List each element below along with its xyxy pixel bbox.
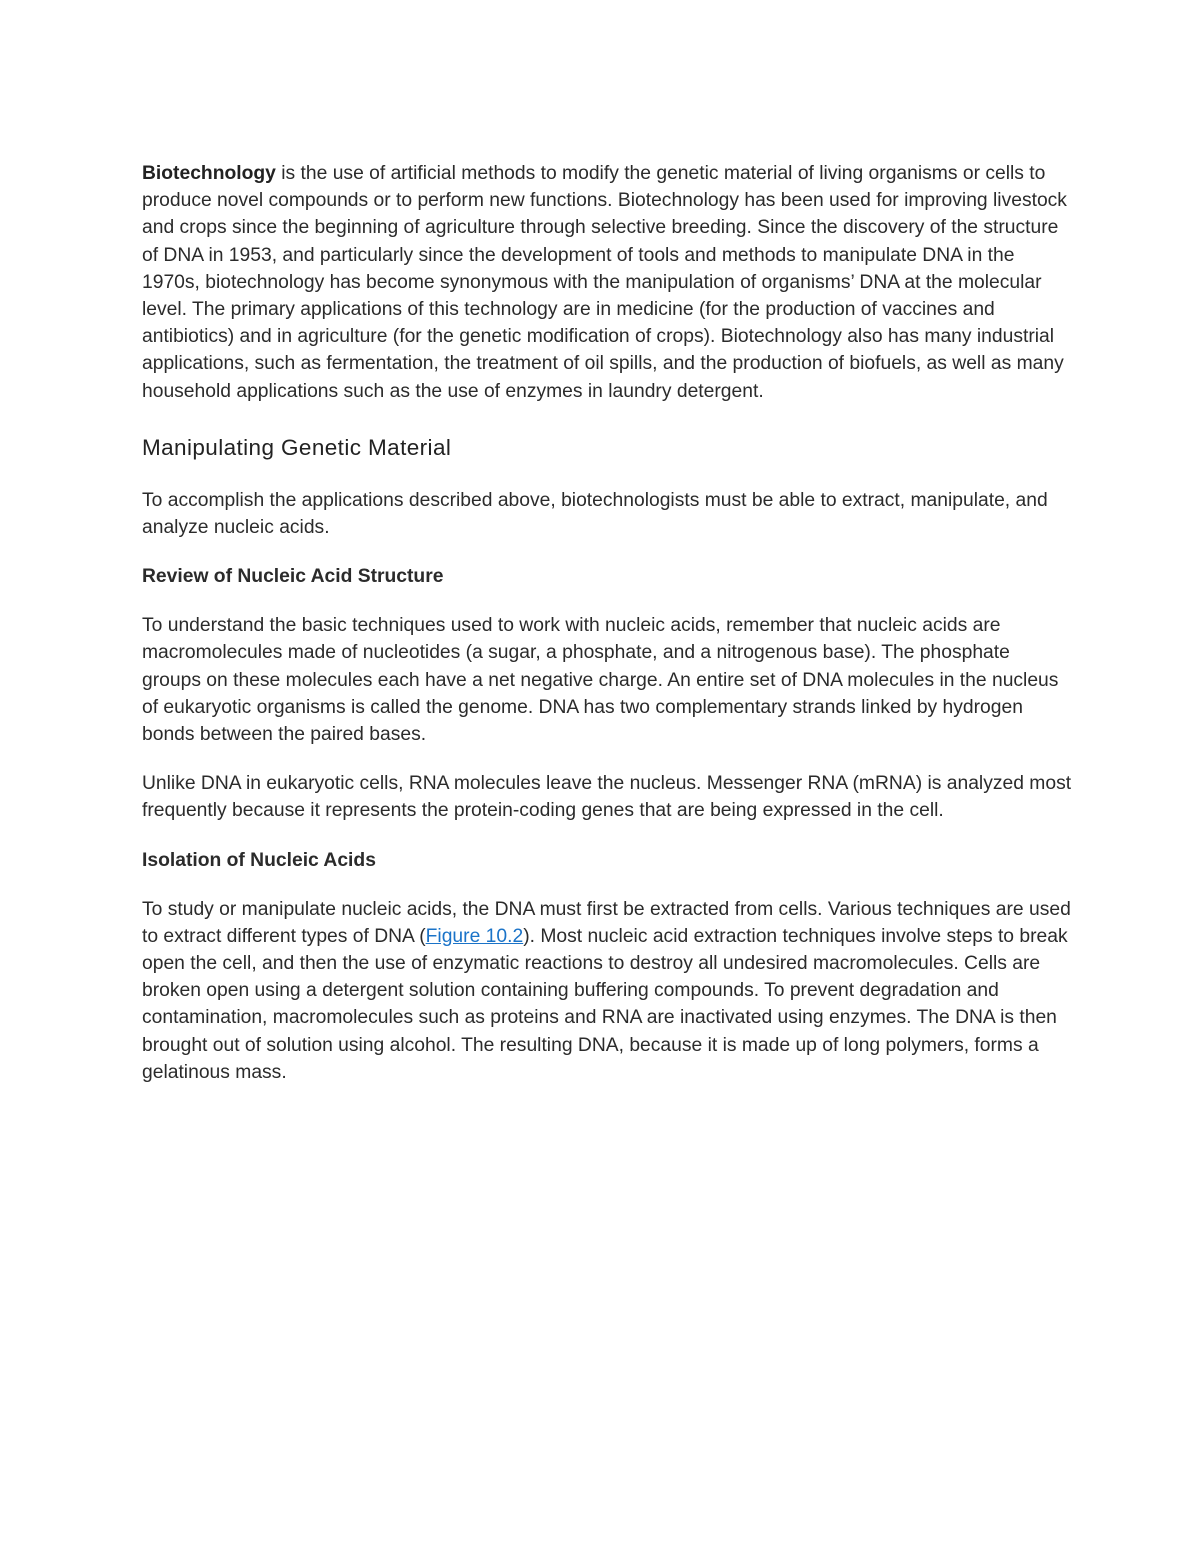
isolation-heading: Isolation of Nucleic Acids (142, 849, 376, 871)
isolation-text-before: To study or manipulate nucleic acids, the DNA must first be extracted from cells. Various techniques are used to extract different types of DNA ( (142, 898, 1071, 947)
document-page (142, 160, 1072, 1108)
section-heading: Manipulating Genetic Material (142, 434, 452, 460)
figure-10-2-link[interactable]: Figure 10.2 (425, 925, 524, 947)
isolation-text-after: ). Most nucleic acid extraction techniques involve steps to break open the cell, and then the use of enzymatic reactions to destroy all undesired macromolecules. Cells are broken open using a detergent solution containing buffering compounds. To prevent degradation and contamination, macromolecules such as proteins and RNA are inactivated using enzymes. The DNA is then brought out of solution using alcohol. The resulting DNA, because it is made up of long polymers, forms a gelatinous mass. (142, 925, 1068, 1083)
intro-paragraph (142, 160, 1072, 405)
section-intro-paragraph: To accomplish the applications described above, biotechnologists must be able to extract, manipulate, and analyze nucleic acids. (142, 489, 1048, 539)
intro-text: is the use of artificial methods to modify the genetic material of living organisms or cells to produce novel compounds or to perform new functions. Biotechnology has been used for improving livestock and crops since the beginning of agriculture through selective breeding. Since the discovery of the structure of DNA in 1953, and particularly since the development of tools and methods to manipulate DNA in the 1970s, biotechnology has become synonymous with the manipulation of organisms’ DNA at the molecular level. The primary applications of this technology are in medicine (for the production of vaccines and antibiotics) and in agriculture (for the genetic modification of crops). Biotechnology also has many industrial applications, such as fermentation, the treatment of oil spills, and the production of biofuels, as well as many household applications such as the use of enzymes in laundry detergent. (142, 163, 1067, 402)
review-paragraph-2: Unlike DNA in eukaryotic cells, RNA molecules leave the nucleus. Messenger RNA (mRNA) is analyzed most frequently because it represents the protein-coding genes that are being expressed in the cell. (142, 773, 1072, 822)
review-heading: Review of Nucleic Acid Structure (142, 566, 444, 588)
review-paragraph-1: To understand the basic techniques used to work with nucleic acids, remember that nucleic acids are macromolecules made of nucleotides (a sugar, a phosphate, and a nitrogenous base). The phosphate groups on these molecules each have a net negative charge. An entire set of DNA molecules in the nucleus of eukaryotic organisms is called the genome. DNA has two complementary strands linked by hydrogen bonds between the paired bases. (142, 615, 1059, 746)
isolation-paragraph (142, 896, 1072, 1086)
intro-term: Biotechnology (142, 163, 276, 184)
